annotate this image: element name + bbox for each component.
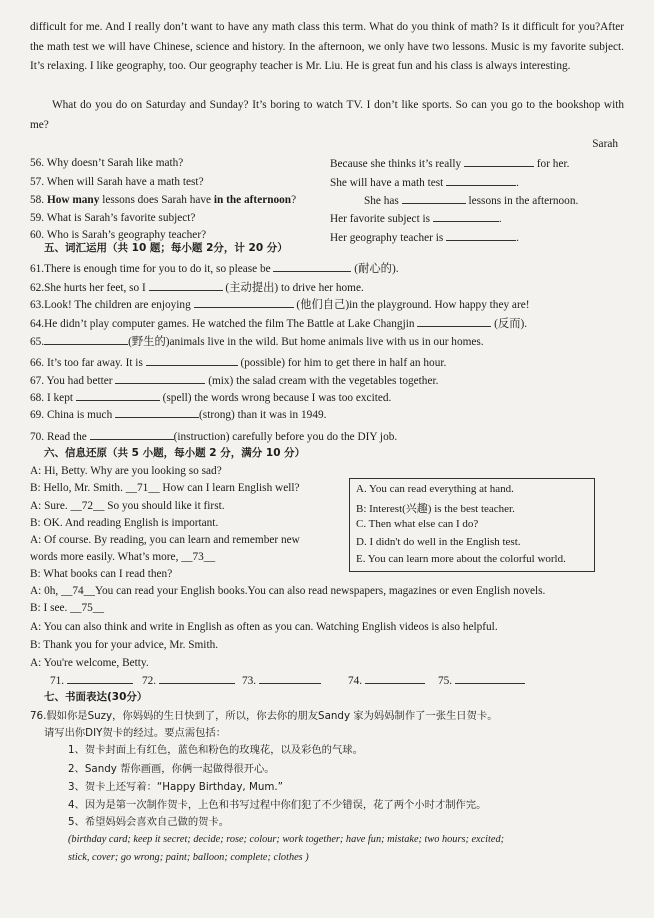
answer-74-blank[interactable] xyxy=(365,673,425,684)
options-box xyxy=(349,478,595,572)
answer-56-blank[interactable] xyxy=(464,156,534,167)
answer-74: 74. xyxy=(348,673,425,688)
dialogue-line: B: I see. __75__ xyxy=(30,602,105,614)
writing-prompt-1: 76.假如你是Suzy，你妈妈的生日快到了，所以，你去你的朋友Sandy 家为妈妈制作了一张生日贺卡。 xyxy=(30,710,498,722)
dialogue-line: A: You're welcome, Betty. xyxy=(30,657,149,669)
answer-58-blank[interactable] xyxy=(402,193,466,204)
section-5-title: 五、词汇运用（共 10 题；每小题 2分，计 20 分） xyxy=(44,242,288,254)
vocab-65: 65. (野生的)animals live in the wild. But home animals live with us in our homes. xyxy=(30,336,484,348)
writing-point-2: 2、Sandy 帮你画画，你俩一起做得很开心。 xyxy=(68,763,275,775)
vocab-67: 67. You had better (mix) the salad cream with the vegetables together. xyxy=(30,375,439,387)
vocab-70: 70. Read the (instruction) carefully before you do the DIY job. xyxy=(30,431,398,443)
dialogue-line: B: Hello, Mr. Smith. __71__ How can I learn English well? xyxy=(30,482,300,494)
answer-59-blank[interactable] xyxy=(433,211,499,222)
answer-59: Her favorite subject is . xyxy=(330,213,502,225)
answer-57-blank[interactable] xyxy=(446,175,516,186)
writing-prompt-2: 请写出你DIY贺卡的经过。要点需包括： xyxy=(44,727,227,739)
vocab-62-blank[interactable] xyxy=(149,280,223,291)
vocab-61: 61.There is enough time for you to do it, so please be (耐心的). xyxy=(30,263,399,275)
answer-56: Because she thinks it’s really for her. xyxy=(330,158,570,170)
option-d: D. I didn't do well in the English test. xyxy=(356,536,521,548)
vocab-69-blank[interactable] xyxy=(115,407,199,418)
passage-paragraph-2: What do you do on Saturday and Sunday? It’s boring to watch TV. I don’t like sports. So can you go to the bookshop with me? xyxy=(30,99,624,131)
answer-73: 73. xyxy=(242,673,321,688)
question-59: 59. What is Sarah’s favorite subject? xyxy=(30,212,196,224)
dialogue-line: B: OK. And reading English is important. xyxy=(30,517,219,529)
vocab-66: 66. It’s too far away. It is (possible) for him to get there in half an hour. xyxy=(30,357,447,369)
vocab-66-blank[interactable] xyxy=(146,355,238,366)
vocab-68: 68. I kept (spell) the words wrong because I was too excited. xyxy=(30,392,392,404)
answer-71: 71. xyxy=(50,673,133,688)
writing-point-1: 1、贺卡封面上有红色，蓝色和粉色的玫瑰花，以及彩色的气球。 xyxy=(68,744,363,756)
dialogue-line: A: Of course. By reading, you can learn and remember new xyxy=(30,534,300,546)
question-58: 58. How many lessons does Sarah have in the afternoon? xyxy=(30,194,297,206)
vocab-63-blank[interactable] xyxy=(194,297,294,308)
writing-point-5: 5、希望妈妈会喜欢自己做的贺卡。 xyxy=(68,816,230,828)
dialogue-line: A: You can also think and write in English as often as you can. Watching English videos is also helpful. xyxy=(30,621,498,633)
writing-point-4: 4、因为是第一次制作贺卡，上色和书写过程中你们犯了不少错误，花了两个小时才制作完。 xyxy=(68,799,487,811)
vocab-62: 62.She hurts her feet, so I (主动提出) to drive her home. xyxy=(30,282,364,294)
vocab-61-blank[interactable] xyxy=(273,261,351,272)
question-57: 57. When will Sarah have a math test? xyxy=(30,176,204,188)
question-60: 60. Who is Sarah’s geography teacher? xyxy=(30,229,207,241)
letter-signature: Sarah xyxy=(592,138,618,150)
vocab-63: 63.Look! The children are enjoying (他们自己)in the playground. How happy they are! xyxy=(30,299,530,311)
question-56: 56. Why doesn’t Sarah like math? xyxy=(30,157,184,169)
option-a: A. You can read everything at hand. xyxy=(356,483,514,495)
section-7-title: 七、书面表达(30分） xyxy=(44,691,148,703)
dialogue-line: A: Sure. __72__ So you should like it first. xyxy=(30,500,225,512)
answer-72: 72. xyxy=(142,673,235,688)
answer-73-blank[interactable] xyxy=(259,673,321,684)
vocab-67-blank[interactable] xyxy=(115,373,205,384)
option-e: E. You can learn more about the colorful world. xyxy=(356,553,566,565)
answer-60-blank[interactable] xyxy=(446,230,516,241)
vocab-68-blank[interactable] xyxy=(76,390,160,401)
answer-71-blank[interactable] xyxy=(67,673,133,684)
dialogue-line: B: What books can I read then? xyxy=(30,568,173,580)
answer-72-blank[interactable] xyxy=(159,673,235,684)
writing-key-words-2: stick, cover; go wrong; paint; balloon; complete; clothes ) xyxy=(68,852,309,863)
vocab-69: 69. China is much (strong) than it was in 1949. xyxy=(30,409,327,421)
vocab-70-blank[interactable] xyxy=(90,429,174,440)
writing-point-3: 3、贺卡上还写着：“Happy Birthday, Mum.” xyxy=(68,781,284,793)
dialogue-line: words more easily. What’s more, __73__ xyxy=(30,551,216,563)
vocab-65-blank[interactable] xyxy=(44,334,128,345)
writing-key-words-1: (birthday card; keep it secret; decide; rose; colour; work together; have fun; mistake; two hours; excited; xyxy=(68,834,505,845)
answer-60: Her geography teacher is . xyxy=(330,232,519,244)
dialogue-line: A: 0h, __74__You can read your English books.You can also read newspapers, magazines or even English novels. xyxy=(30,585,546,597)
answer-57: She will have a math test . xyxy=(330,177,519,189)
vocab-64-blank[interactable] xyxy=(417,316,491,327)
option-c: C. Then what else can I do? xyxy=(356,518,479,530)
section-6-title: 六、信息还原（共 5 小题，每小题 2 分，满分 10 分） xyxy=(44,447,306,459)
vocab-64: 64.He didn’t play computer games. He watched the film The Battle at Lake Changjin (反而). xyxy=(30,318,528,330)
dialogue-line: A: Hi, Betty. Why are you looking so sad? xyxy=(30,465,222,477)
passage-paragraph-1: difficult for me. And I really don’t want to have any math class this term. What do you think of math? Is it difficult for you?After the math test we will have Chinese, science and history. In the afternoon, we only have two lessons. Music is my favorite subject. It’s relaxing. I like geography, too. Our geography teacher is Mr. Liu. He is great fun and his class is always interesting. xyxy=(30,21,624,72)
dialogue-line: B: Thank you for your advice, Mr. Smith. xyxy=(30,639,219,651)
option-b: B: Interest(兴趣) is the best teacher. xyxy=(356,503,515,515)
answer-75-blank[interactable] xyxy=(455,673,525,684)
answer-58: She has lessons in the afternoon. xyxy=(364,195,579,207)
answer-75: 75. xyxy=(438,673,525,688)
